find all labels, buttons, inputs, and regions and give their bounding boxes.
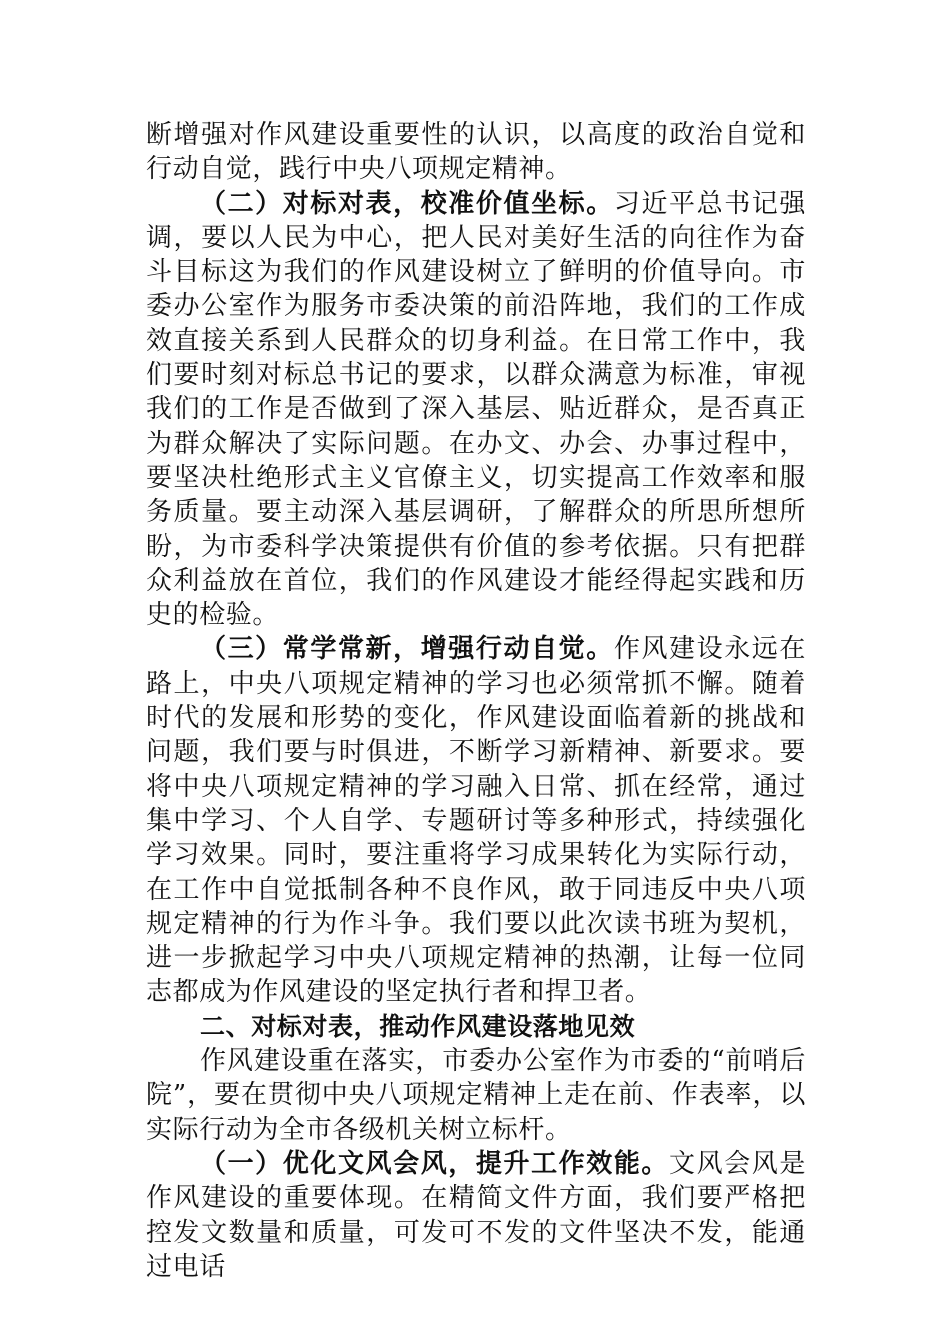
paragraph-value-coordinate bbox=[146, 187, 806, 633]
paragraph-continuation bbox=[146, 118, 806, 187]
paragraph-text: 断增强对作风建设重要性的认识，以高度的政治自觉和行动自觉，践行中央八项规定精神。 bbox=[146, 120, 806, 185]
paragraph-writing-meeting-style bbox=[146, 1147, 806, 1284]
paragraph-continuous-learning bbox=[146, 632, 806, 1009]
paragraph-text: 作风建设重在落实，市委办公室作为市委的“前哨后院”，要在贯彻中央八项规定精神上走在前、作表率，以实际行动为全市各级机关树立标杆。 bbox=[146, 1046, 806, 1145]
document-body bbox=[146, 118, 806, 1284]
section-heading: 二、对标对表，推动作风建设落地见效 bbox=[200, 1011, 636, 1041]
paragraph-lead-heading: （一）优化文风会风，提升工作效能。 bbox=[200, 1148, 670, 1179]
paragraph-text: 文风会风是作风建设的重要体现。在精简文件方面，我们要严格把控发文数量和质量，可发可不发的文件坚决不发，能通过电话 bbox=[146, 1148, 806, 1282]
paragraph-text: 作风建设永远在路上，中央八项规定精神的学习也必须常抓不懈。随着时代的发展和形势的变化，作风建设面临着新的挑战和问题，我们要与时俱进，不断学习新精神、新要求。要将中央八项规定精神的学习融入日常、抓在经常，通过集中学习、个人自学、专题研讨等多种形式，持续强化学习效果。同时，要注重将学习成果转化为实际行动，在工作中自觉抵制各种不良作风，敢于同违反中央八项规定精神的行为作斗争。我们要以此次读书班为契机，进一步掀起学习中央八项规定精神的热潮，让每一位同志都成为作风建设的坚定执行者和捍卫者。 bbox=[146, 634, 806, 1008]
paragraph-lead-heading: （二）对标对表，校准价值坐标。 bbox=[200, 188, 614, 219]
paragraph-lead-heading: （三）常学常新，增强行动自觉。 bbox=[200, 634, 614, 665]
paragraph-text: 习近平总书记强调，要以人民为中心，把人民对美好生活的向往作为奋斗目标这为我们的作风建设树立了鲜明的价值导向。市委办公室作为服务市委决策的前沿阵地，我们的工作成效直接关系到人民群众的切身利益。在日常工作中，我们要时刻对标总书记的要求，以群众满意为标准，审视我们的工作是否做到了深入基层、贴近群众，是否真正为群众解决了实际问题。在办文、办会、办事过程中，要坚决杜绝形式主义官僚主义，切实提高工作效率和服务质量。要主动深入基层调研，了解群众的所思所想所盼，为市委科学决策提供有价值的参考依据。只有把群众利益放在首位，我们的作风建设才能经得起实践和历史的检验。 bbox=[146, 188, 806, 631]
paragraph-section-intro bbox=[146, 1044, 806, 1147]
